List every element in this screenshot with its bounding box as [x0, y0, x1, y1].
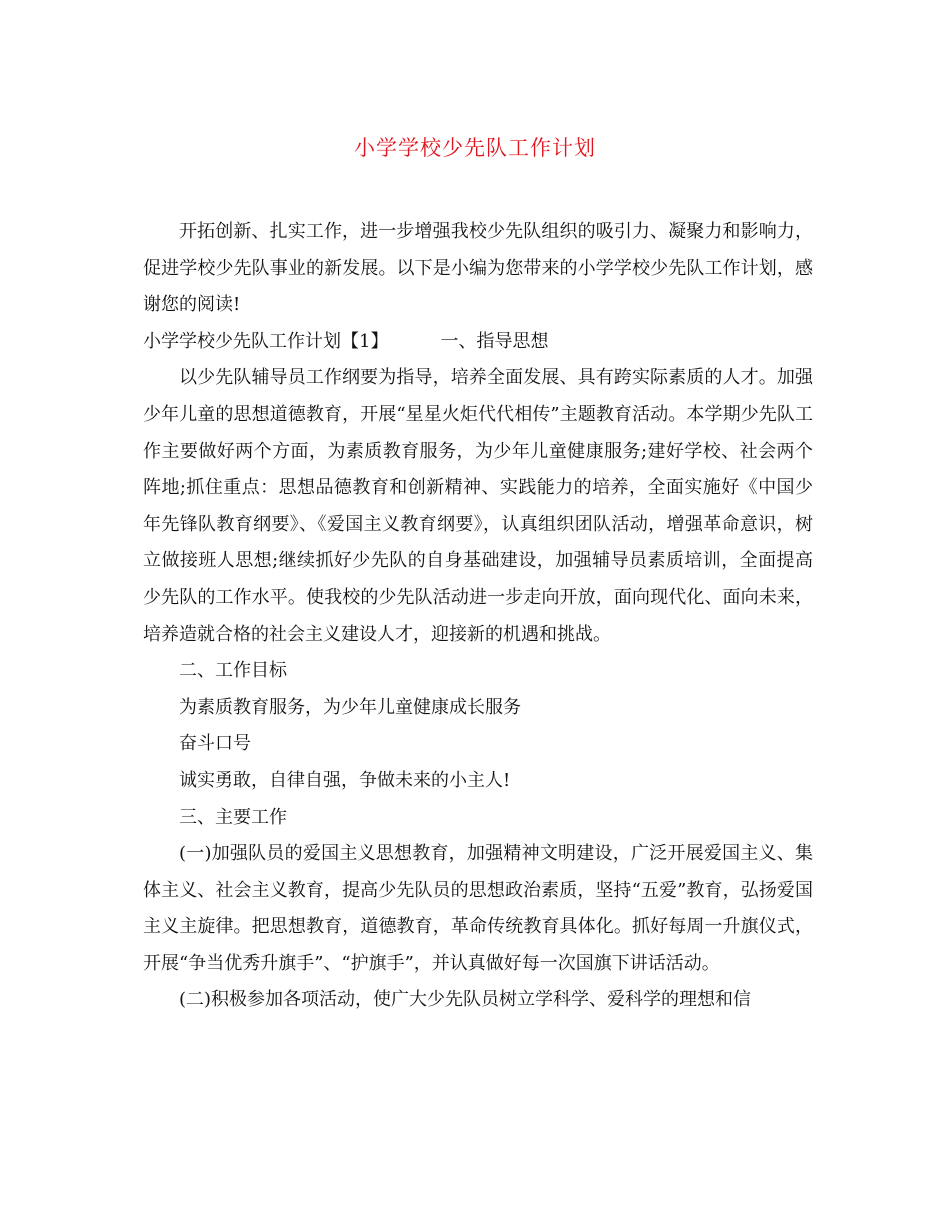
- plan-heading-line: [143, 324, 813, 361]
- section1-heading: 一、指导思想: [440, 330, 549, 352]
- section3-item2: (二)积极参加各项活动，使广大少先队员树立学科学、爱科学的理想和信: [179, 989, 752, 1011]
- section3-heading: 三、主要工作: [179, 806, 287, 828]
- section2-goal: 为素质教育服务，为少年儿童健康成长服务: [179, 696, 521, 718]
- section1-paragraph: 以少先队辅导员工作纲要为指导，培养全面发展、具有跨实际素质的人才。加强少年儿童的思想道德教育，开展“星星火炬代代相传”主题教育活动。本学期少先队工作主要做好两个方面，为素质教育服务，为少年儿童健康服务;建好学校、社会两个阵地;抓住重点：思想品德教育和创新精神、实践能力的培养，全面实施好《中国少年先锋队教育纲要》、《爱国主义教育纲要》，认真组织团队活动，增强革命意识，树立做接班人思想;继续抓好少先队的自身基础建设，加强辅导员素质培训，全面提高少先队的工作水平。使我校的少先队活动进一步走向开放，面向现代化、面向未来，培养造就合格的社会主义建设人才，迎接新的机遇和挑战。: [143, 367, 813, 645]
- slogan-text: 诚实勇敢，自律自强，争做未来的小主人!: [179, 769, 511, 791]
- section3-item1: (一)加强队员的爱国主义思想教育，加强精神文明建设，广泛开展爱国主义、集体主义、社会主义教育，提高少先队员的思想政治素质，坚持“五爱”教育，弘扬爱国主义主旋律。把思想教育，道德教育，革命传统教育具体化。抓好每周一升旗仪式，开展“争当优秀升旗手”、“护旗手”，并认真做好每一次国旗下讲话活动。: [143, 843, 813, 974]
- document-title: 小学学校少先队工作计划: [354, 136, 596, 160]
- document-body: [143, 214, 813, 1019]
- intro-paragraph: 开拓创新、扎实工作，进一步增强我校少先队组织的吸引力、凝聚力和影响力，促进学校少先队事业的新发展。以下是小编为您带来的小学学校少先队工作计划，感谢您的阅读!: [143, 221, 813, 316]
- plan-heading: 小学学校少先队工作计划【1】: [143, 330, 389, 352]
- slogan-heading: 奋斗口号: [179, 733, 251, 755]
- section2-heading: 二、工作目标: [179, 660, 287, 682]
